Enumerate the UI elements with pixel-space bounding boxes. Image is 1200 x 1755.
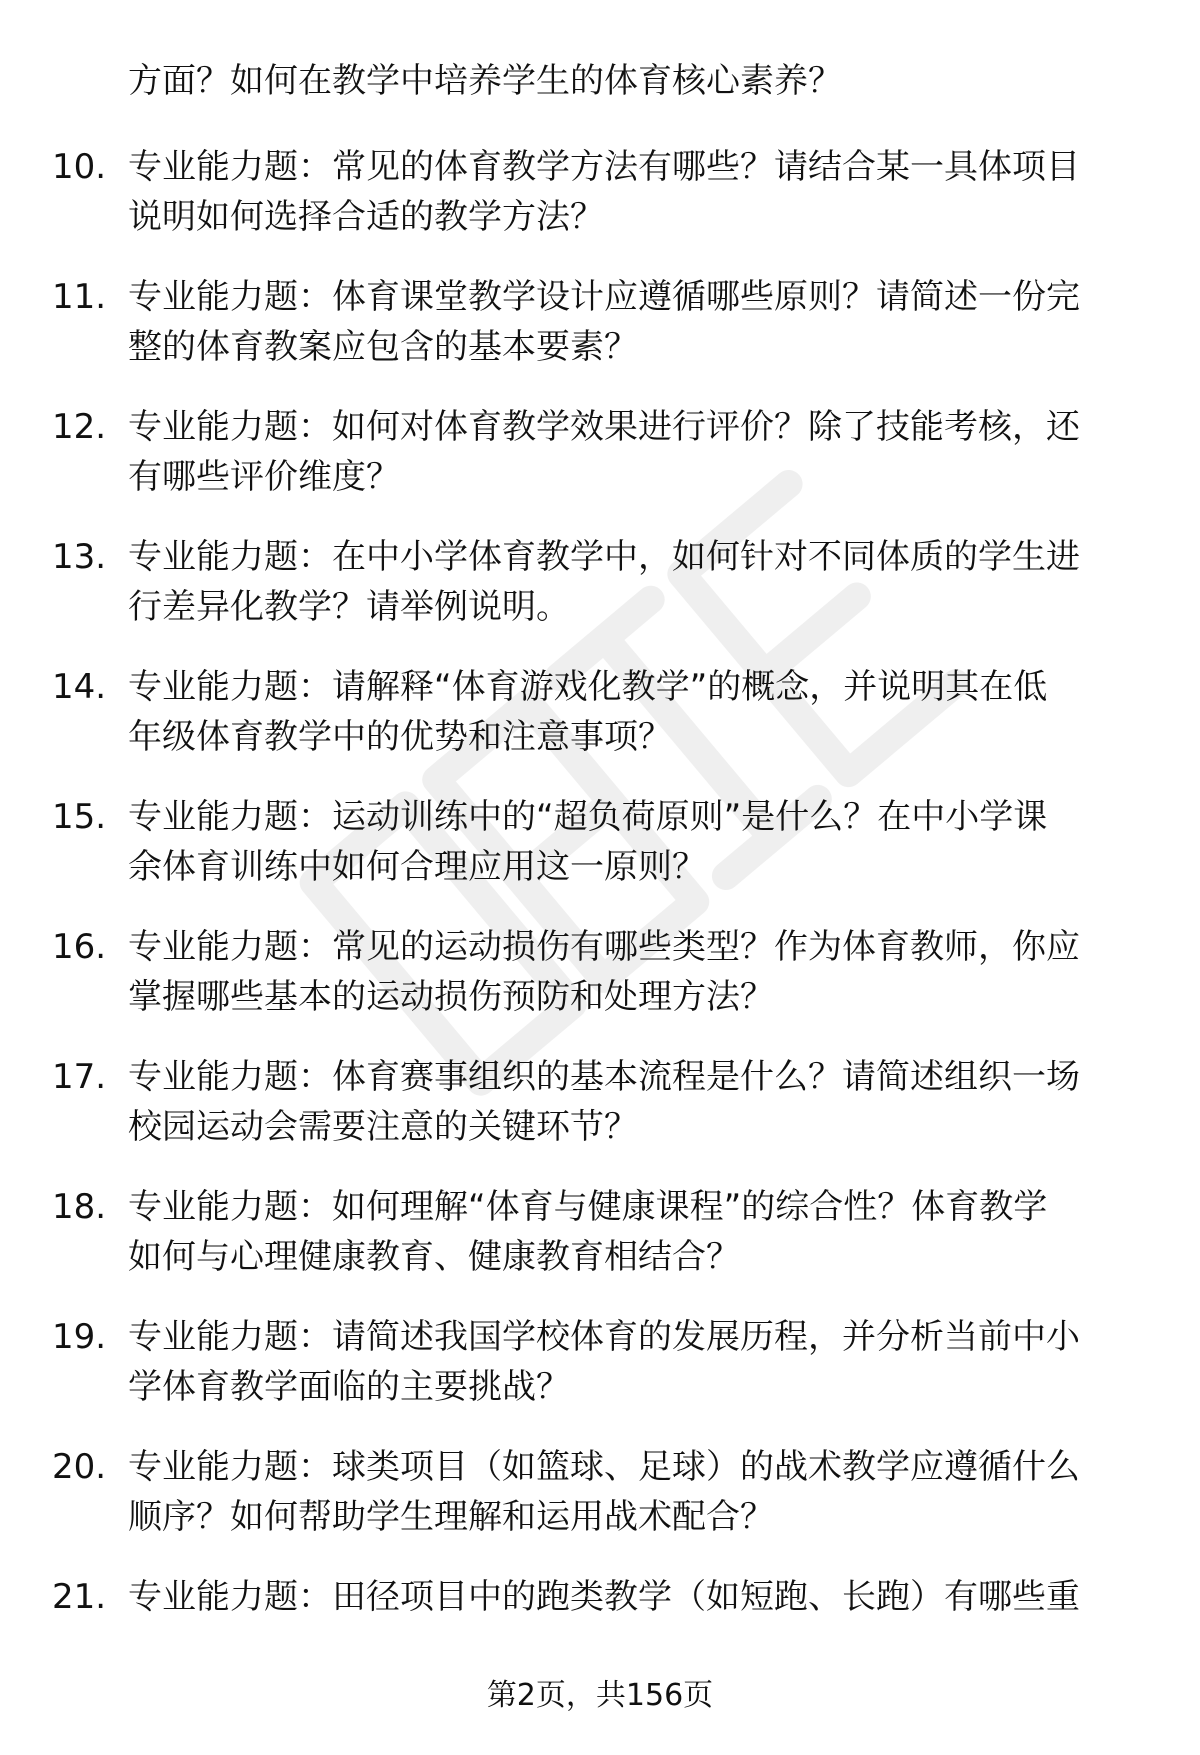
question-text [128, 1182, 1138, 1282]
question-item [0, 402, 1200, 532]
question-item [0, 1182, 1200, 1312]
question-text [128, 1572, 1138, 1622]
question-text [128, 1442, 1138, 1542]
question-line: 专业能力题：常见的体育教学方法有哪些？请结合某一具体项目 [128, 147, 1080, 187]
question-line: 专业能力题：田径项目中的跑类教学（如短跑、长跑）有哪些重 [128, 1577, 1080, 1617]
question-line: 专业能力题：如何对体育教学效果进行评价？除了技能考核，还 [128, 407, 1080, 447]
question-number: 19. [52, 1317, 107, 1357]
question-number: 18. [52, 1187, 107, 1227]
question-text [128, 272, 1138, 372]
question-number: 12. [52, 407, 107, 447]
question-line: 掌握哪些基本的运动损伤预防和处理方法？ [128, 977, 774, 1017]
question-item [0, 1052, 1200, 1182]
question-line: 专业能力题：常见的运动损伤有哪些类型？作为体育教师，你应 [128, 927, 1080, 967]
question-line: 专业能力题：体育赛事组织的基本流程是什么？请简述组织一场 [128, 1057, 1080, 1097]
question-text [128, 662, 1138, 762]
question-text [128, 792, 1138, 892]
question-number: 10. [52, 147, 107, 187]
question-item [0, 532, 1200, 662]
question-line: 专业能力题：在中小学体育教学中，如何针对不同体质的学生进 [128, 537, 1080, 577]
page-footer: 第2页，共156页 [486, 1678, 714, 1713]
question-item [0, 1312, 1200, 1442]
question-number: 15. [52, 797, 107, 837]
question-line: 顺序？如何帮助学生理解和运用战术配合？ [128, 1497, 774, 1537]
question-line: 专业能力题：请简述我国学校体育的发展历程，并分析当前中小 [128, 1317, 1080, 1357]
question-text [128, 1312, 1138, 1412]
question-number: 14. [52, 667, 107, 707]
question-item [0, 662, 1200, 792]
question-line: 有哪些评价维度？ [128, 457, 400, 497]
continuation-line: 方面？如何在教学中培养学生的体育核心素养？ [128, 61, 842, 101]
question-item [0, 922, 1200, 1052]
question-line: 学体育教学面临的主要挑战？ [128, 1367, 570, 1407]
question-line: 专业能力题：球类项目（如篮球、足球）的战术教学应遵循什么 [128, 1447, 1080, 1487]
question-number: 21. [52, 1577, 107, 1617]
question-line: 校园运动会需要注意的关键环节？ [128, 1107, 638, 1147]
question-text [128, 922, 1138, 1022]
question-number: 17. [52, 1057, 107, 1097]
question-item [0, 142, 1200, 272]
question-line: 专业能力题：请解释“体育游戏化教学”的概念，并说明其在低 [128, 667, 1048, 707]
question-item [0, 792, 1200, 922]
question-line: 如何与心理健康教育、健康教育相结合？ [128, 1237, 740, 1277]
question-text [128, 1052, 1138, 1152]
question-number: 11. [52, 277, 107, 317]
question-item [0, 1442, 1200, 1572]
question-text [128, 402, 1138, 502]
question-line: 专业能力题：如何理解“体育与健康课程”的综合性？体育教学 [128, 1187, 1048, 1227]
question-line: 余体育训练中如何合理应用这一原则？ [128, 847, 706, 887]
question-item [0, 272, 1200, 402]
question-line: 整的体育教案应包含的基本要素？ [128, 327, 638, 367]
question-line: 年级体育教学中的优势和注意事项？ [128, 717, 672, 757]
question-text [128, 532, 1138, 632]
question-line: 专业能力题：运动训练中的“超负荷原则”是什么？在中小学课 [128, 797, 1048, 837]
question-line: 说明如何选择合适的教学方法？ [128, 197, 604, 237]
question-list [0, 142, 1200, 1702]
question-line: 行差异化教学？请举例说明。 [128, 587, 570, 627]
question-text [128, 142, 1138, 242]
question-line: 专业能力题：体育课堂教学设计应遵循哪些原则？请简述一份完 [128, 277, 1080, 317]
question-number: 13. [52, 537, 107, 577]
question-number: 16. [52, 927, 107, 967]
question-number: 20. [52, 1447, 107, 1487]
